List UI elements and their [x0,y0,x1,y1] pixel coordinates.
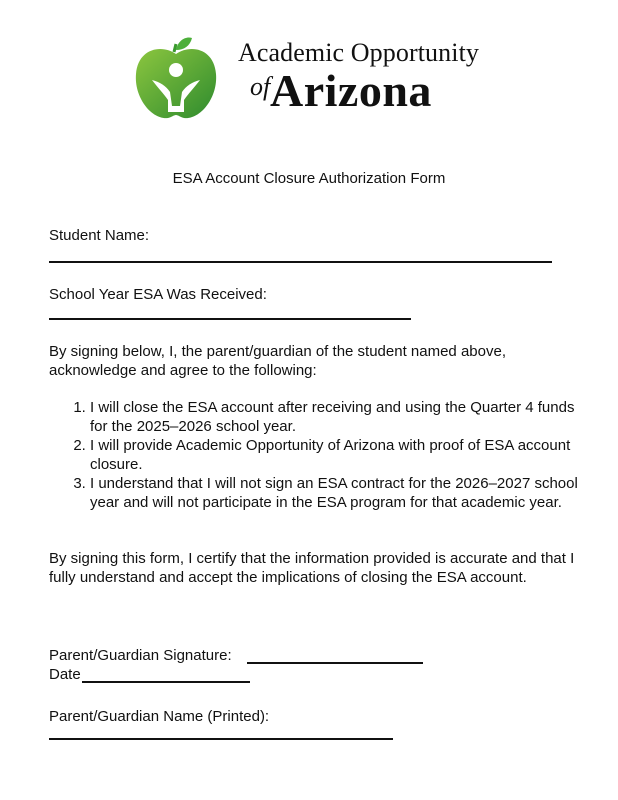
org-name-of: of [250,72,271,101]
form-title: ESA Account Closure Authorization Form [172,170,446,187]
student-name-line[interactable] [49,261,552,263]
printed-name-label: Parent/Guardian Name (Printed): [49,708,270,725]
organization-logo [132,36,492,120]
agreement-list [68,398,590,512]
school-year-line[interactable] [49,318,411,320]
signature-label: Parent/Guardian Signature: [49,647,232,664]
school-year-label: School Year ESA Was Received: [49,286,267,303]
date-label: Date [49,666,81,683]
list-item: 3. I understand that I will not sign an ESA contract for the 2026–2027 school year and will not participate in the ESA program for that academic year. [90,474,590,512]
date-line[interactable] [82,681,250,683]
apple-logo-icon [132,36,220,120]
list-item: 1. I will close the ESA account after receiving and using the Quarter 4 funds for the 2025–2026 school year. [90,398,590,436]
certify-paragraph: By signing this form, I certify that the information provided is accurate and that I fully understand and accept the implications of closing the ESA account. [49,550,575,586]
signature-line[interactable] [247,662,423,664]
org-name-line1: Academic Opportunity [238,38,479,67]
student-name-label: Student Name: [49,227,150,244]
printed-name-line[interactable] [49,738,393,740]
list-item: 2. I will provide Academic Opportunity of Arizona with proof of ESA account closure. [90,436,590,474]
org-name-arizona: Arizona [270,65,432,116]
intro-paragraph: By signing below, I, the parent/guardian of the student named above, acknowledge and agree to the following: [49,343,506,379]
